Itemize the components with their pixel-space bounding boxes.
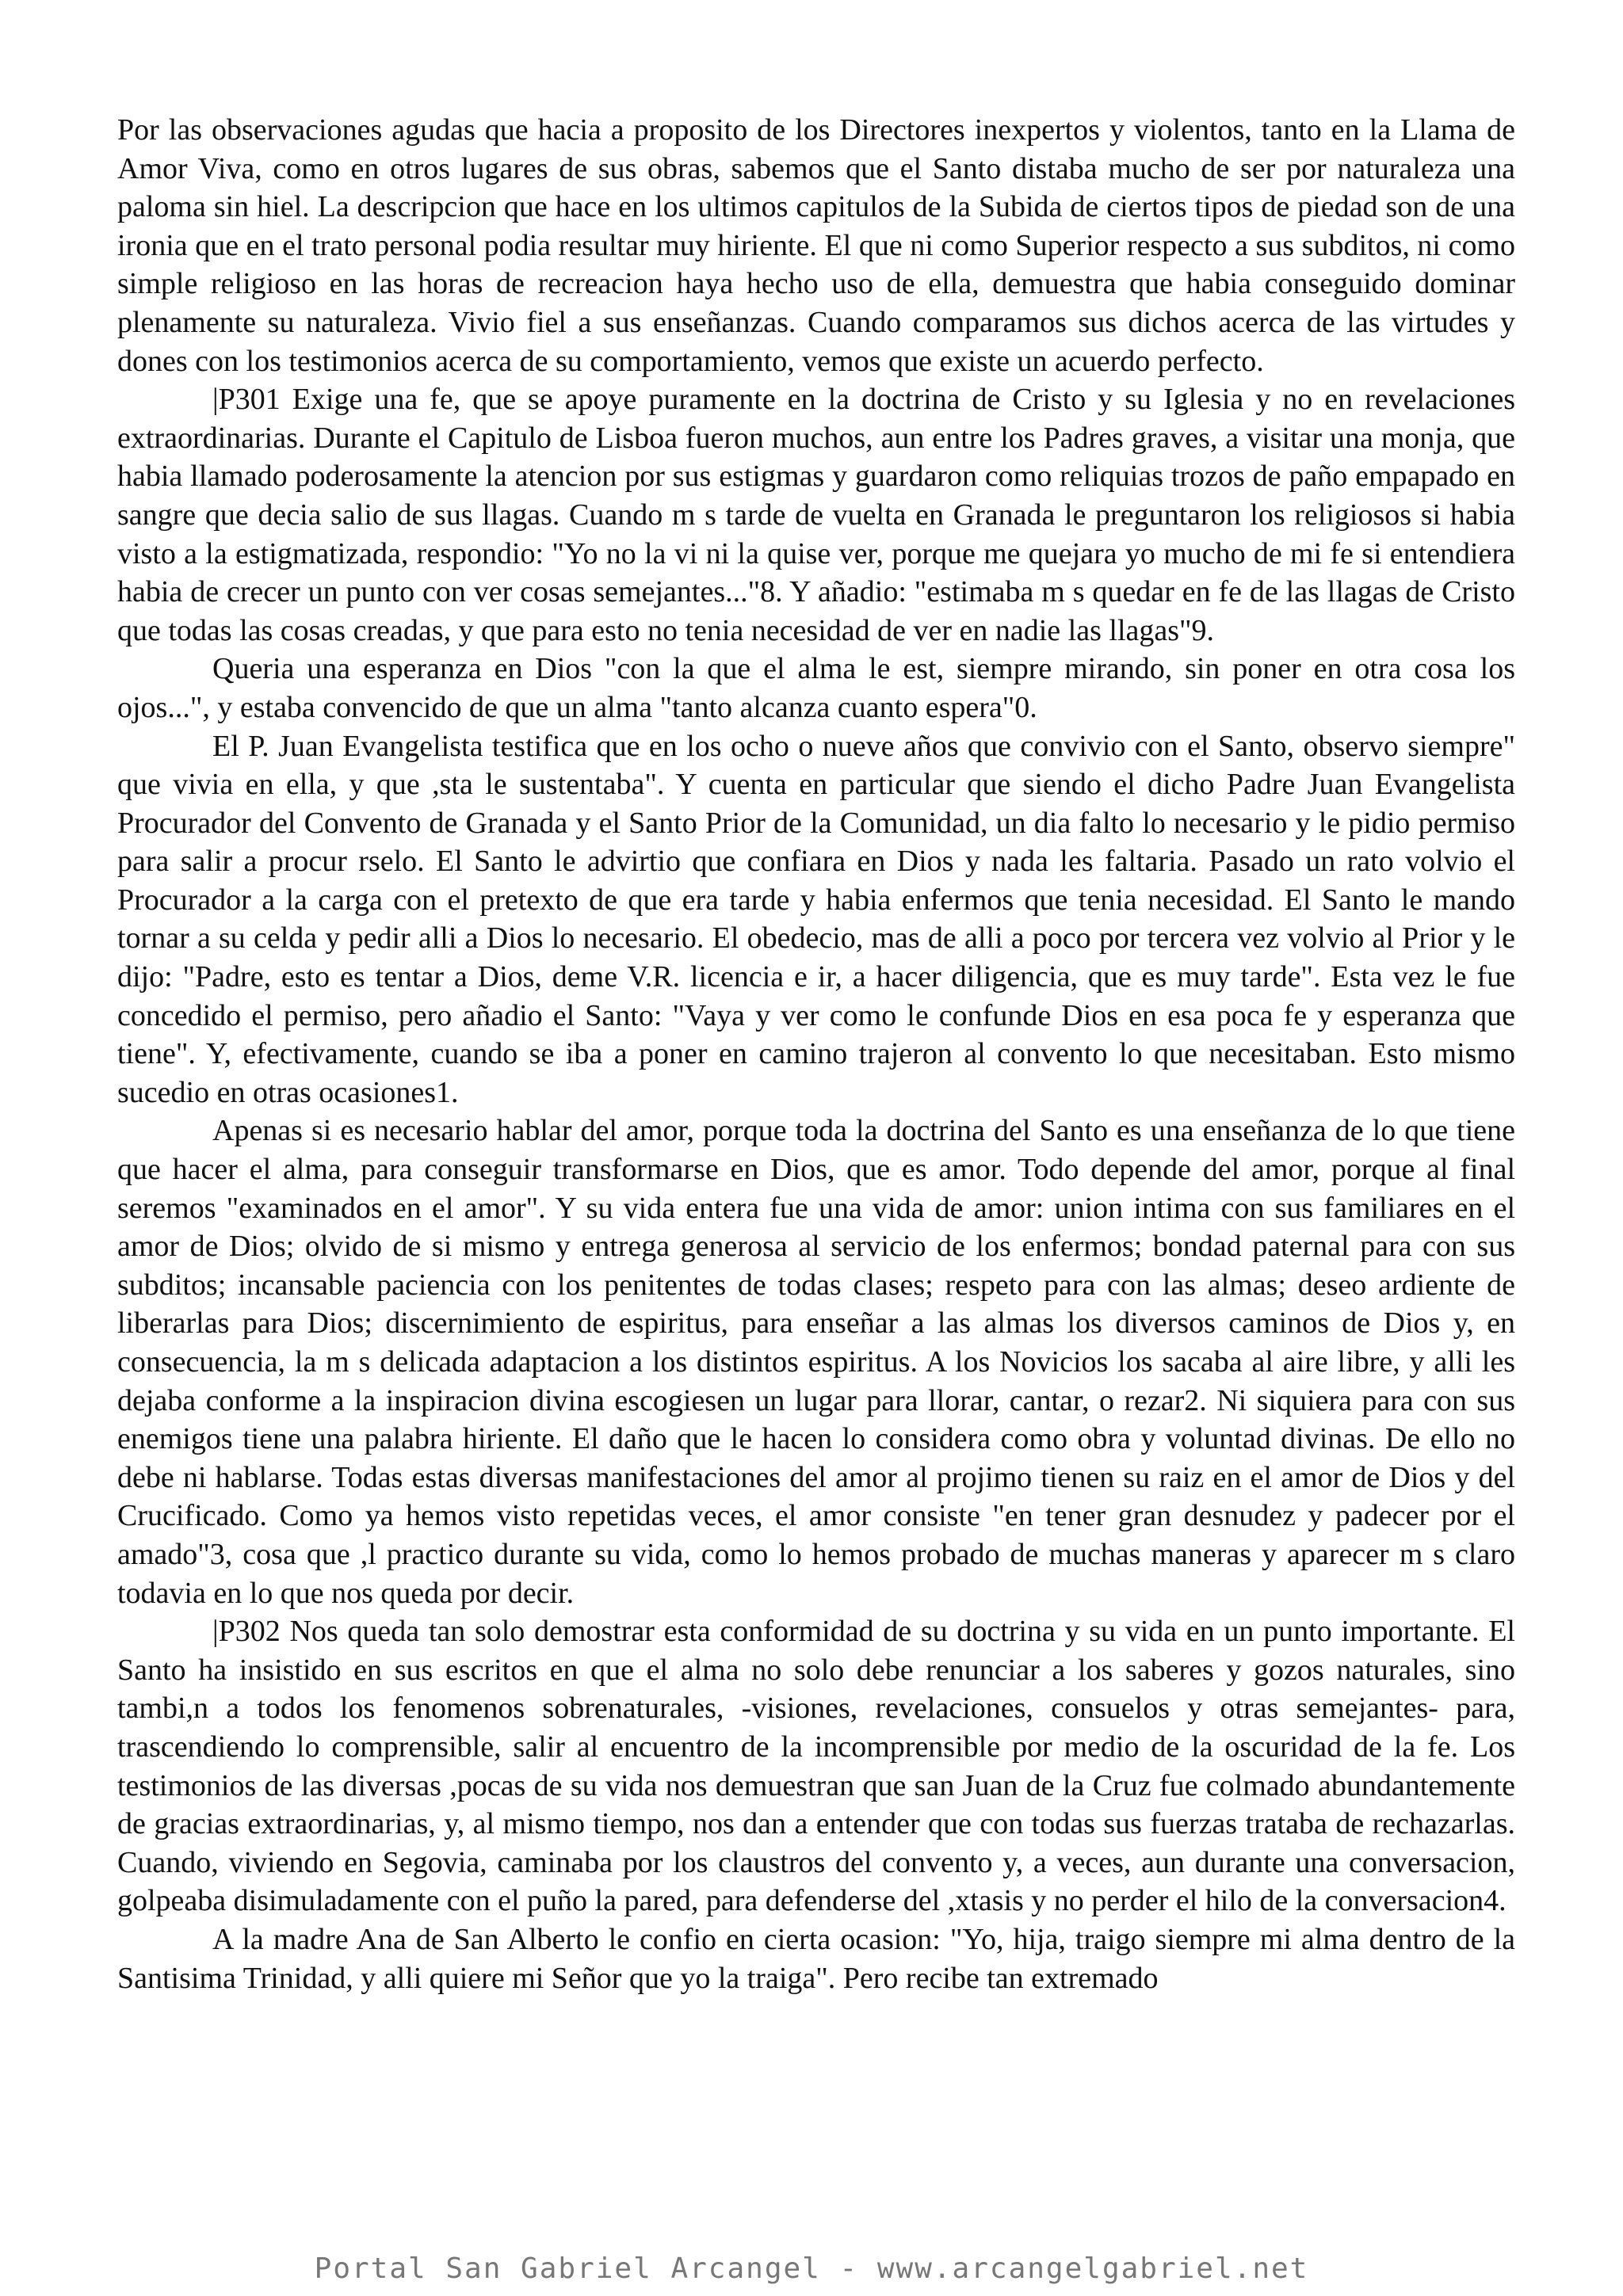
paragraph-3: Queria una esperanza en Dios "con la que el alma le est, siempre mirando, sin poner en otra cosa los ojos...", y estaba convencido de que un alma "tanto alcanza cuanto espera"0. xyxy=(117,652,1515,724)
paragraph-1: Por las observaciones agudas que hacia a proposito de los Directores inexpertos y violentos, tanto en la Llama de Amor Viva, como en otros lugares de sus obras, sabemos que el Santo distaba mucho de ser por naturaleza una paloma sin hiel. La descripcion que hace en los ultimos capitulos de la Subida de ciertos tipos de piedad son de una ironia que en el trato personal podia resultar muy hiriente. El que ni como Superior respecto a sus subditos, ni como simple religioso en las horas de recreacion haya hecho uso de ella, demuestra que habia conseguido dominar plenamente su naturaleza. Vivio fiel a sus enseñanzas. Cuando comparamos sus dichos acerca de las virtudes y dones con los testimonios acerca de su comportamiento, vemos que existe un acuerdo perfecto. xyxy=(117,113,1515,378)
paragraph-2: |P301 Exige una fe, que se apoye puramente en la doctrina de Cristo y su Iglesia y no en revelaciones extraordinarias. Durante el Capitulo de Lisboa fueron muchos, aun entre los Padres graves, a visitar una monja, que habia llamado poderosamente la atencion por sus estigmas y guardaron como reliquias trozos de paño empapado en sangre que decia salio de sus llagas. Cuando m s tarde de vuelta en Granada le preguntaron los religiosos si habia visto a la estigmatizada, respondio: "Yo no la vi ni la quise ver, porque me quejara yo mucho de mi fe si entendiera habia de crecer un punto con ver cosas semejantes..."8. Y añadio: "estimaba m s quedar en fe de las llagas de Cristo que todas las cosas creadas, y que para esto no tenia necesidad de ver en nadie las llagas"9. xyxy=(117,383,1515,647)
paragraph-7: A la madre Ana de San Alberto le confio en cierta ocasion: "Yo, hija, traigo siempre mi alma dentro de la Santisima Trinidad, y alli quiere mi Señor que yo la traiga". Pero recibe tan extremado xyxy=(117,1922,1515,1995)
paragraph-5: Apenas si es necesario hablar del amor, porque toda la doctrina del Santo es una enseñanza de lo que tiene que hacer el alma, para conseguir transformarse en Dios, que es amor. Todo depende del amor, porque al final seremos "examinados en el amor". Y su vida entera fue una vida de amor: union intima con sus familiares en el amor de Dios; olvido de si mismo y entrega generosa al servicio de los enfermos; bondad paternal para con sus subditos; incansable paciencia con los penitentes de todas clases; respeto para con las almas; deseo ardiente de liberarlas para Dios; discernimiento de espiritus, para enseñar a las almas los diversos caminos de Dios y, en consecuencia, la m s delicada adaptacion a los distintos espiritus. A los Novicios los sacaba al aire libre, y alli les dejaba conforme a la inspiracion divina escogiesen un lugar para llorar, cantar, o rezar2. Ni siquiera para con sus enemigos tiene una palabra hiriente. El daño que le hacen lo considera como obra y voluntad divinas. De ello no debe ni hablarse. Todas estas diversas manifestaciones del amor al projimo tienen su raiz en el amor de Dios y del Crucificado. Como ya hemos visto repetidas veces, el amor consiste "en tener gran desnudez y padecer por el amado"3, cosa que ,l practico durante su vida, como lo hemos probado de muchas maneras y aparecer m s claro todavia en lo que nos queda por decir. xyxy=(117,1114,1515,1610)
document-body xyxy=(117,111,1515,1997)
paragraph-4: El P. Juan Evangelista testifica que en los ocho o nueve años que convivio con el Santo, observo siempre" que vivia en ella, y que ,sta le sustentaba". Y cuenta en particular que siendo el dicho Padre Juan Evangelista Procurador del Convento de Granada y el Santo Prior de la Comunidad, un dia falto lo necesario y le pidio permiso para salir a procur rselo. El Santo le advirtio que confiara en Dios y nada les faltaria. Pasado un rato volvio el Procurador a la carga con el pretexto de que era tarde y habia enfermos que tenia necesidad. El Santo le mando tornar a su celda y pedir alli a Dios lo necesario. El obedecio, mas de alli a poco por tercera vez volvio al Prior y le dijo: "Padre, esto es tentar a Dios, deme V.R. licencia e ir, a hacer diligencia, que es muy tarde". Esta vez le fue concedido el permiso, pero añadio el Santo: "Vaya y ver como le confunde Dios en esa poca fe y esperanza que tiene". Y, efectivamente, cuando se iba a poner en camino trajeron al convento lo que necesitaban. Esto mismo sucedio en otras ocasiones1. xyxy=(117,729,1515,1109)
paragraph-6: |P302 Nos queda tan solo demostrar esta conformidad de su doctrina y su vida en un punto importante. El Santo ha insistido en sus escritos en que el alma no solo debe renunciar a los saberes y gozos naturales, sino tambi,n a todos los fenomenos sobrenaturales, -visiones, revelaciones, consuelos y otras semejantes- para, trascendiendo lo comprensible, salir al encuentro de la incomprensible por medio de la oscuridad de la fe. Los testimonios de las diversas ,pocas de su vida nos demuestran que san Juan de la Cruz fue colmado abundantemente de gracias extraordinarias, y, al mismo tiempo, nos dan a entender que con todas sus fuerzas trataba de rechazarlas. Cuando, viviendo en Segovia, caminaba por los claustros del convento y, a veces, aun durante una conversacion, golpeaba disimuladamente con el puño la pared, para defenderse del ,xtasis y no perder el hilo de la conversacion4. xyxy=(117,1615,1515,1918)
page-footer: Portal San Gabriel Arcangel - www.arcangelgabriel.net xyxy=(314,2252,1309,2285)
